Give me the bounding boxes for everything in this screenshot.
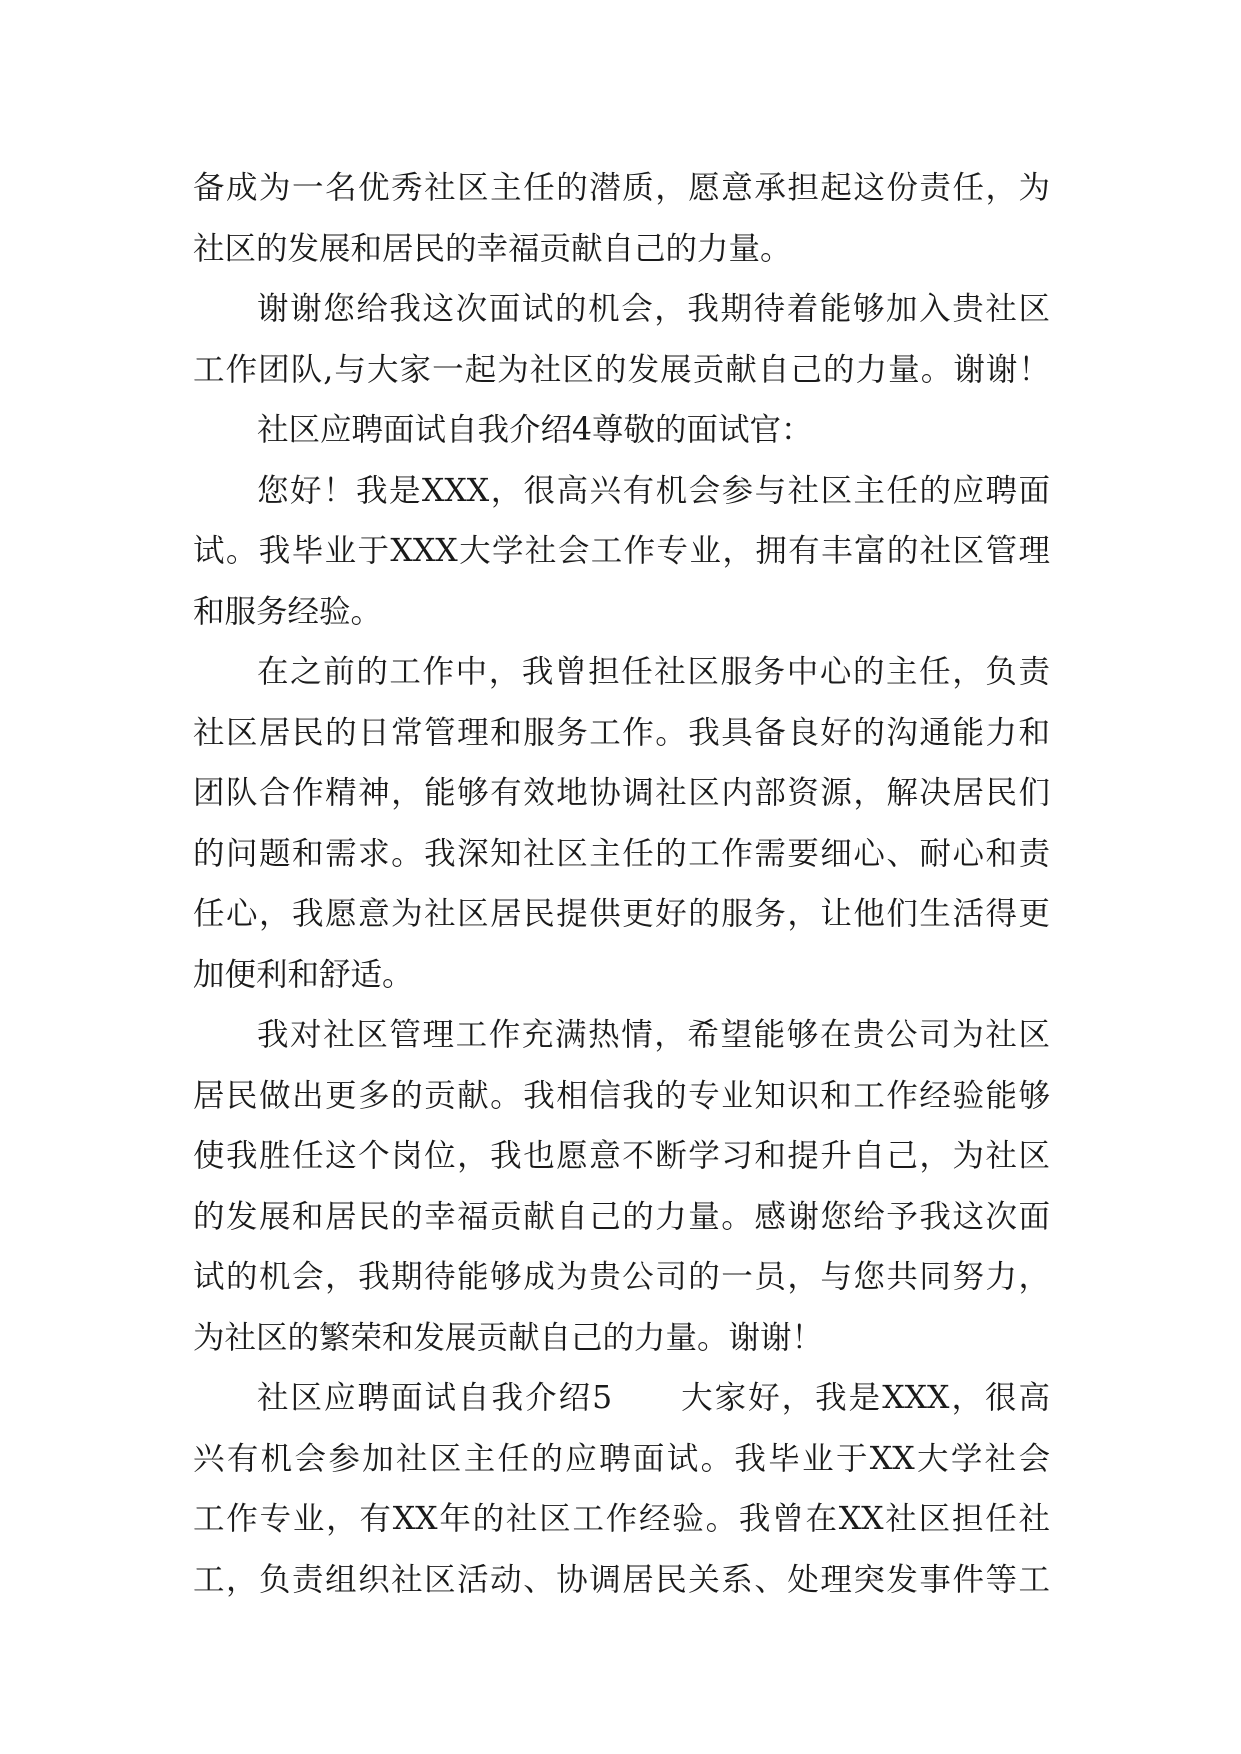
text-line: 备成为一名优秀社区主任的潜质，愿意承担起这份责任，为 <box>193 170 1050 206</box>
text-line: 工作专业，有XX年的社区工作经验。我曾在XX社区担任社 <box>193 1501 1050 1537</box>
text-line: 在之前的工作中，我曾担任社区服务中心的主任，负责 <box>257 654 1050 690</box>
text-line: 试的机会，我期待能够成为贵公司的一员，与您共同努力， <box>193 1259 1050 1295</box>
text-line: 社区应聘面试自我介绍5 大家好，我是XXX，很高 <box>257 1380 1050 1416</box>
text-line: 工，负责组织社区活动、协调居民关系、处理突发事件等工 <box>193 1561 1050 1598</box>
text-line: 团队合作精神，能够有效地协调社区内部资源，解决居民们 <box>193 775 1050 811</box>
text-line: 使我胜任这个岗位，我也愿意不断学习和提升自己，为社区 <box>193 1138 1050 1174</box>
text-line: 的发展和居民的幸福贡献自己的力量。感谢您给予我这次面 <box>193 1198 1050 1235</box>
text-line: 试。我毕业于XXX大学社会工作专业，拥有丰富的社区管理 <box>193 533 1050 569</box>
text-line: 兴有机会参加社区主任的应聘面试。我毕业于XX大学社会 <box>193 1440 1050 1477</box>
text-line: 居民做出更多的贡献。我相信我的专业知识和工作经验能够 <box>193 1077 1050 1114</box>
text-line: 任心，我愿意为社区居民提供更好的服务，让他们生活得更 <box>193 896 1050 932</box>
document-body <box>193 158 1050 1610</box>
text-line: 为社区的繁荣和发展贡献自己的力量。谢谢！ <box>193 1319 824 1356</box>
text-line: 社区的发展和居民的幸福贡献自己的力量。 <box>193 230 792 267</box>
text-line: 工作团队,与大家一起为社区的发展贡献自己的力量。谢谢！ <box>193 351 1050 388</box>
text-line: 加便利和舒适。 <box>193 956 414 993</box>
text-line: 社区应聘面试自我介绍4尊敬的面试官： <box>257 412 813 448</box>
text-line: 的问题和需求。我深知社区主任的工作需要细心、耐心和责 <box>193 835 1050 872</box>
text-line: 我对社区管理工作充满热情，希望能够在贵公司为社区 <box>257 1017 1050 1053</box>
text-line: 您好！我是XXX，很高兴有机会参与社区主任的应聘面 <box>257 472 1050 509</box>
text-line: 和服务经验。 <box>193 593 383 630</box>
text-line: 谢谢您给我这次面试的机会，我期待着能够加入贵社区 <box>257 291 1050 327</box>
text-line: 社区居民的日常管理和服务工作。我具备良好的沟通能力和 <box>193 714 1050 751</box>
